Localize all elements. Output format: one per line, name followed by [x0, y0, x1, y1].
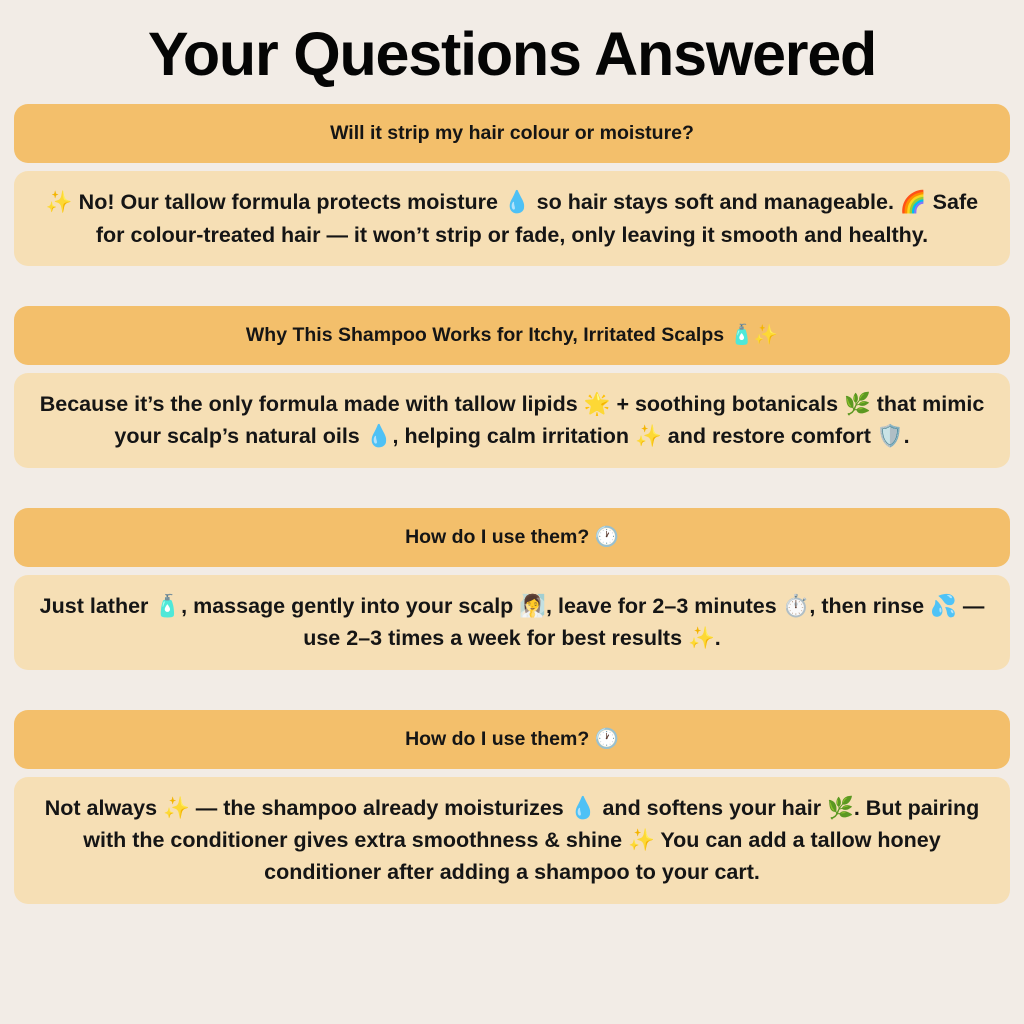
faq-answer: ✨ No! Our tallow formula protects moisture 💧 so hair stays soft and manageable. 🌈 Safe for colour-treated hair — it won’t strip or fade, only leaving it smooth and healthy.: [14, 171, 1010, 266]
section-divider: [14, 280, 1010, 306]
faq-answer: Not always ✨ — the shampoo already moisturizes 💧 and softens your hair 🌿. But pairing with the conditioner gives extra smoothness & shine ✨ You can add a tallow honey conditioner after adding a shampoo to your cart.: [14, 777, 1010, 904]
faq-answer: Just lather 🧴, massage gently into your scalp 🧖‍♀️, leave for 2–3 minutes ⏱️, then rinse 💦 — use 2–3 times a week for best results ✨.: [14, 575, 1010, 670]
page-title: Your Questions Answered: [147, 20, 877, 88]
faq-item: [14, 306, 1010, 468]
faq-answer: Because it’s the only formula made with tallow lipids 🌟 + soothing botanicals 🌿 that mimic your scalp’s natural oils 💧, helping calm irritation ✨ and restore comfort 🛡️.: [14, 373, 1010, 468]
faq-item: [14, 104, 1010, 266]
section-divider: [14, 482, 1010, 508]
section-divider: [14, 684, 1010, 710]
faq-question[interactable]: Why This Shampoo Works for Itchy, Irritated Scalps 🧴✨: [14, 306, 1010, 365]
faq-question[interactable]: How do I use them? 🕐: [14, 508, 1010, 567]
faq-question[interactable]: How do I use them? 🕐: [14, 710, 1010, 769]
faq-item: [14, 508, 1010, 670]
faq-question[interactable]: Will it strip my hair colour or moisture?: [14, 104, 1010, 163]
faq-item: [14, 710, 1010, 904]
